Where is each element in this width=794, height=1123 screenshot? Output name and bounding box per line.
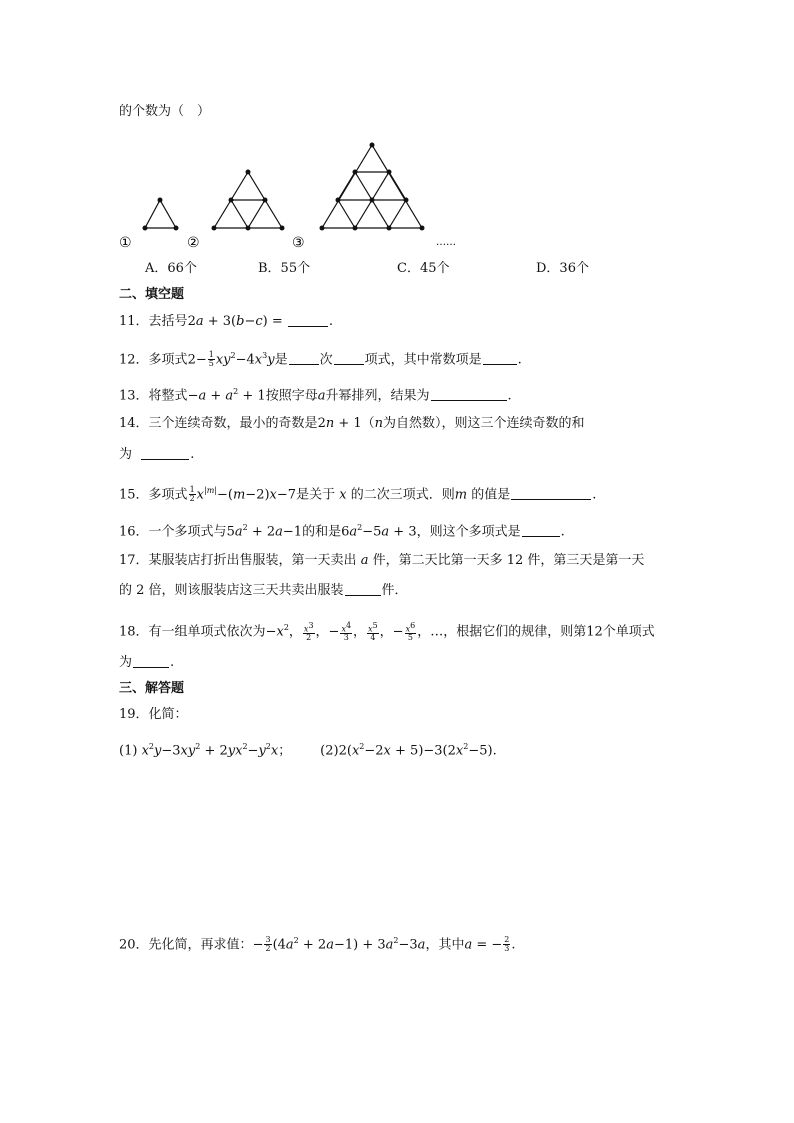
question-19: 19．化简： (119, 707, 188, 722)
question-13: 13．将整式$-a + a^2 + 1$按照字母a升幂排列，结果为 . (119, 387, 512, 404)
question-15: 15．多项式 $\frac{1}{2}$ $x^{|m|}-(m-2)x-7$是关于 x 的二次三项式．则m 的值是 . (119, 485, 597, 504)
question-14: 14．三个连续奇数，最小的奇数是2n + 1（n为自然数），则这三个连续奇数的和 (119, 416, 585, 431)
question-16: 16．一个多项式与$5a^2 + 2a-1$的和是$6a^2-5a + 3$，则这个多项式是 . (119, 523, 565, 540)
question-20: 20．先化简，再求值：− $\frac{3}{2}$ $(4a^2 + 2a-1) + 3a^2-3a$，其中a = − $\frac{2}{3}$ . (119, 935, 516, 954)
question-18: 18．有一组单项式依次为$-x^2$， $\frac{x^3}{2}$ ，− $\frac{x^4}{3}$ ， $\frac{x^5}{4}$ ，− $\frac{x^6}{5}$ ，…，根据它们的规律，则第12个单项式 (119, 620, 655, 643)
question-17: 17．某服装店打折出售服装，第一天卖出 a 件，第二天比第一天多 12 件，第三天是第一天 (119, 553, 645, 568)
figure-label-1: ① (119, 235, 132, 251)
figure-label-2: ② (187, 235, 200, 251)
option-b: B．55个 (258, 261, 311, 276)
figure-label-3: ③ (292, 235, 305, 251)
question-18-line2: 为 . (119, 655, 175, 670)
question-17-line2: 的 2 倍，则该服装店这三天共卖出服装 件． (119, 583, 408, 598)
triangle-pattern-figure (0, 0, 794, 300)
question-19-parts: (1) $x^2y-3xy^2 + 2yx^2-y^2x$； $(2)2(x^2-2x + 5)-3(2x^2-5)$. (119, 742, 497, 759)
question-12: 12．多项式2− $\frac{1}{5}$ $xy^2-4x^3y$是 次 项式，其中常数项是 . (119, 350, 522, 369)
section-heading-answers: 三、解答题 (119, 681, 185, 696)
figure-ellipsis: …… (436, 237, 456, 248)
option-a: A．66个 (145, 261, 197, 276)
option-d: D．36个 (536, 261, 589, 276)
option-c: C．45个 (397, 261, 450, 276)
question-14-line2: 为 . (119, 447, 195, 462)
question-11: 11．去括号2a + 3(b−c) = . (119, 314, 333, 329)
section-heading-fill-in: 二、填空题 (119, 287, 185, 302)
q10-tail: 的个数为（ ） (119, 104, 211, 119)
